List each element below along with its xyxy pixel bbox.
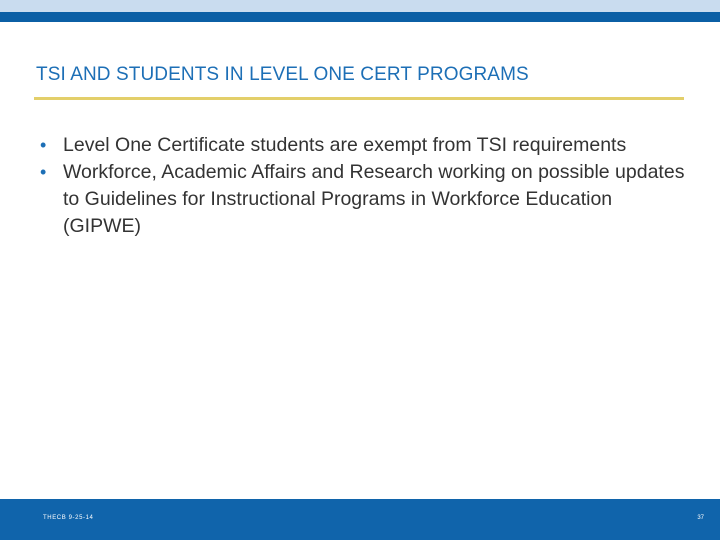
bullet-text: Level One Certificate students are exempt from TSI requirements [63,134,627,156]
top-accent-band [0,0,720,12]
slide-title: TSI AND STUDENTS IN LEVEL ONE CERT PROGRAMS [36,64,529,85]
page-number: 37 [697,515,704,521]
bullet-item [40,159,690,240]
footer-bar [0,499,720,540]
bullet-dot-icon: • [40,162,47,182]
title-underline [34,97,684,100]
top-header-bar [0,12,720,22]
bullet-text: Workforce, Academic Affairs and Research working on possible updates to Guidelines for Instructional Programs in Workforce Education (GIPWE) [63,161,685,237]
bullet-dot-icon: • [40,135,47,155]
footer-date-label: THECB 9-25-14 [43,515,94,521]
bullet-item [40,132,690,159]
bullet-list [40,132,690,240]
